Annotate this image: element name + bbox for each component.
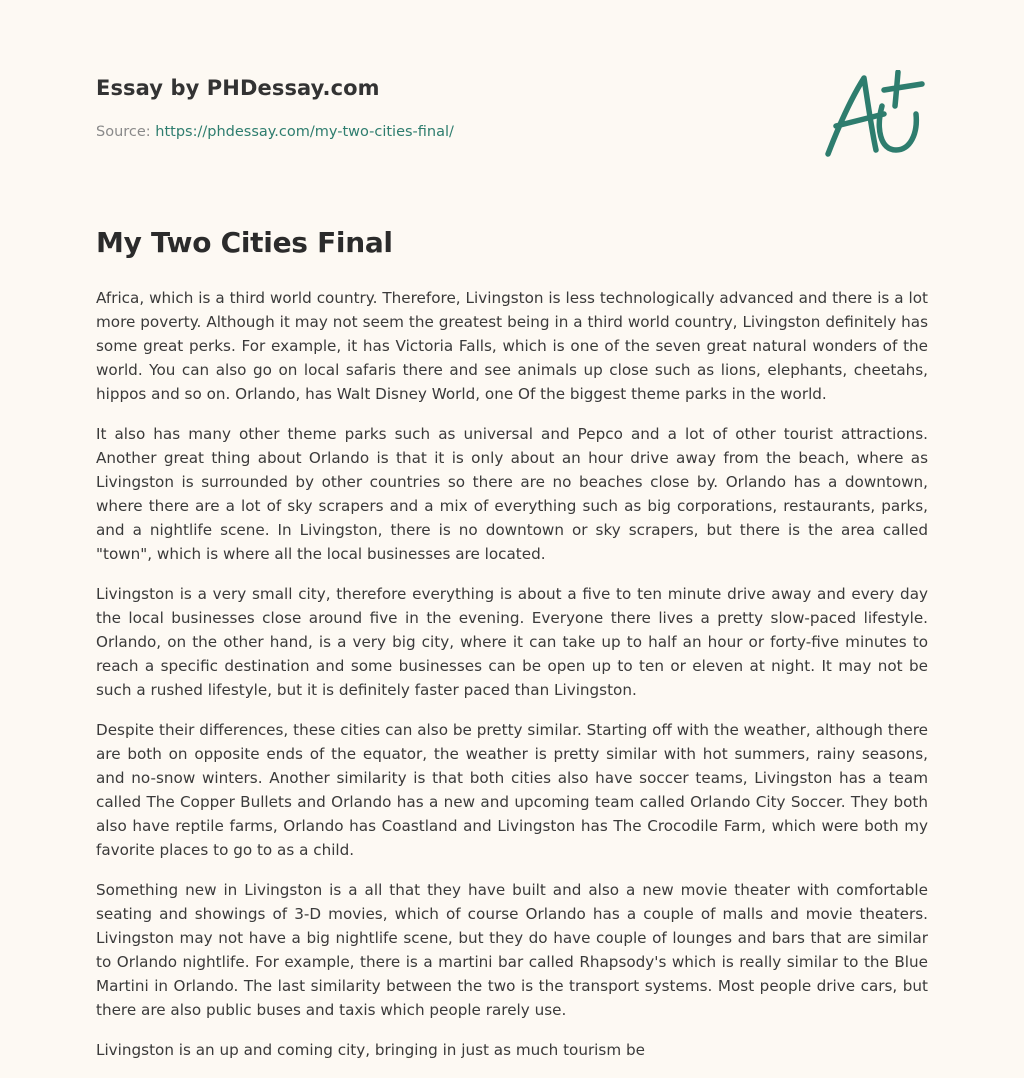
source-link[interactable]: https://phdessay.com/my-two-cities-final/ — [155, 124, 454, 140]
essay-paragraph: Something new in Livingston is a all that they have built and also a new movie theater with comfortable seating and showings of 3-D movies, which of course Orlando has a couple of malls and movie theaters. Livingston may not have a big nightlife scene, but they do have couple of lounges and bars that are similar to Orlando nightlife. For example, there is a martini bar called Rhapsody's which is really similar to the Blue Martini in Orlando. The last similarity between the two is the transport systems. Most people drive cars, but there are also public buses and taxis which people rarely use. — [96, 881, 928, 1019]
essay-paragraph: Livingston is a very small city, therefore everything is about a five to ten minute drive away and every day the local businesses close around five in the evening. Everyone there lives a pretty slow-paced lifestyle. Orlando, on the other hand, is a very big city, where it can take up to half an hour or forty-five minutes to reach a specific destination and some businesses can be open up to ten or eleven at night. It may not be such a rushed lifestyle, but it is definitely faster paced than Livingston. — [96, 585, 928, 699]
essay-header — [96, 74, 928, 184]
essay-paragraph: Livingston is an up and coming city, bringing in just as much tourism be — [96, 1041, 645, 1059]
essay-paragraph: Africa, which is a third world country. Therefore, Livingston is less technologically advanced and there is a lot more poverty. Although it may not seem the greatest being in a third world country, Livingston definitely has some great perks. For example, it has Victoria Falls, which is one of the seven great natural wonders of the world. You can also go on local safaris there and see animals up close such as lions, elephants, cheetahs, hippos and so on. Orlando, has Walt Disney World, one Of the biggest theme parks in the world. — [96, 289, 928, 403]
source-label: Source: — [96, 124, 156, 140]
essay-paragraph: Despite their differences, these cities can also be pretty similar. Starting off with the weather, although there are both on opposite ends of the equator, the weather is pretty similar with hot summers, rainy seasons, and no-snow winters. Another similarity is that both cities also have soccer teams, Livingston has a team called The Copper Bullets and Orlando has a new and upcoming team called Orlando City Soccer. They both also have reptile farms, Orlando has Coastland and Livingston has The Crocodile Farm, which were both my favorite places to go to as a child. — [96, 721, 928, 859]
site-brand: Essay by PHDessay.com — [96, 76, 380, 100]
essay-paragraph: It also has many other theme parks such as universal and Pepco and a lot of other tourist attractions. Another great thing about Orlando is that it is only about an hour drive away from the beach, where as Livingston is surrounded by other countries so there are no beaches close by. Orlando has a downtown, where there are a lot of sky scrapers and a mix of everything such as big corporations, restaurants, parks, and a nightlife scene. In Livingston, there is no downtown or sky scrapers, but there is the area called "town", which is where all the local businesses are located. — [96, 425, 928, 563]
essay-body — [96, 286, 928, 1078]
source-line — [96, 124, 454, 140]
essay-title: My Two Cities Final — [96, 226, 393, 259]
a-plus-logo-icon — [824, 70, 928, 162]
